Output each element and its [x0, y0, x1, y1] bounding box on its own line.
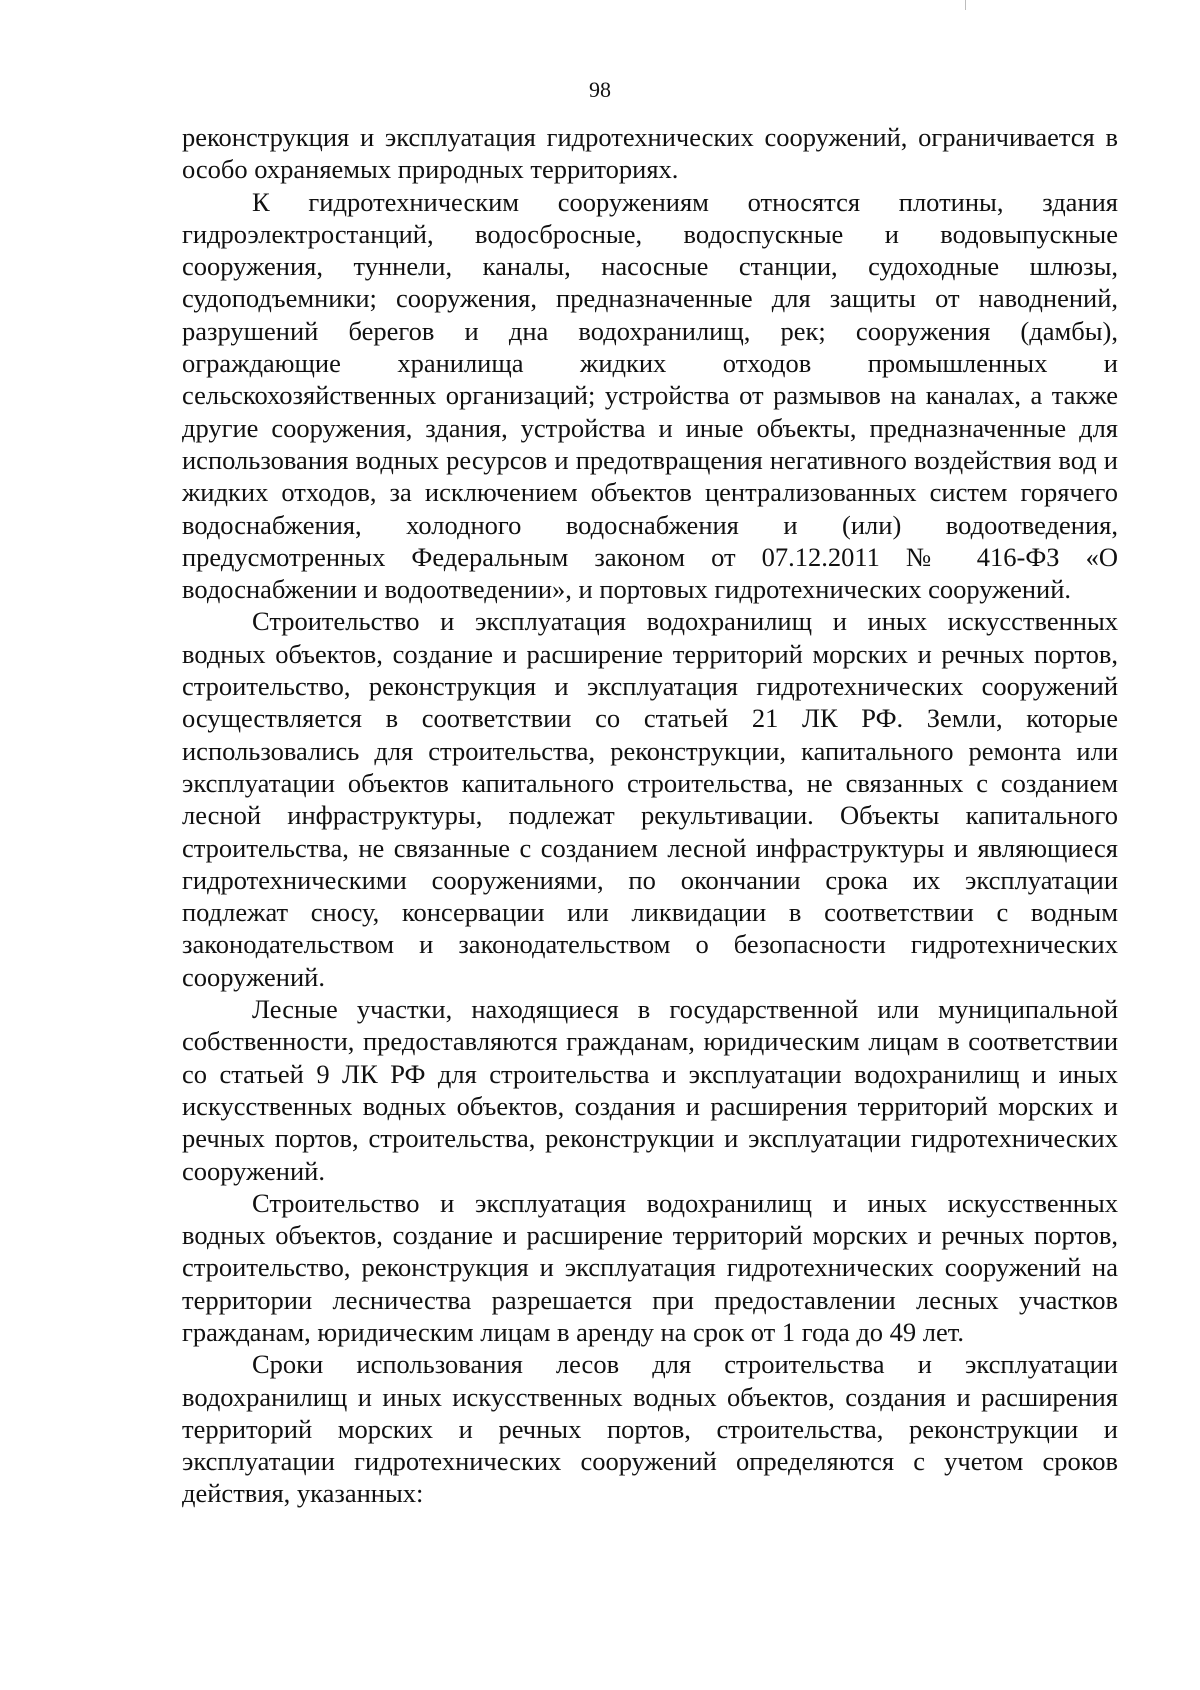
paragraph-2: К гидротехническим сооружениям относятся плотины, здания гидроэлектростанций, водосбросные, водоспускные и водовыпускные сооружения, туннели, каналы, насосные станции, судоходные шлюзы, судоподъемники; сооружения, предназначенные для защиты от наводнений, разрушений берегов и дна водохранилищ, рек; сооружения (дамбы), ограждающие хранилища жидких отходов промышленных и сельскохозяйственных организаций; устройства от размывов на каналах, а также другие сооружения, здания, устройства и иные объекты, предназначенные для использования водных ресурсов и предотвращения негативного воздействия вод и жидких отходов, за исключением объектов централизованных систем горячего водоснабжения, холодного водоснабжения и (или) водоотведения, предусмотренных Федеральным законом от 07.12.2011 № 416-ФЗ «О водоснабжении и водоотведении», и портовых гидротехнических сооружений.	[182, 186, 1118, 605]
paragraph-6: Сроки использования лесов для строительства и эксплуатации водохранилищ и иных искусственных водных объектов, создания и расширения территорий морских и речных портов, строительства, реконструкции и эксплуатации гидротехнических сооружений определяются с учетом сроков действия, указанных:	[182, 1349, 1118, 1509]
paragraph-3: Строительство и эксплуатация водохранилищ и иных искусственных водных объектов, создание и расширение территорий морских и речных портов, строительство, реконструкция и эксплуатация гидротехнических сооружений осуществляется в соответствии со статьей 21 ЛК РФ. Земли, которые использовались для строительства, реконструкции, капитального ремонта или эксплуатации объектов капитального строительства, не связанных с созданием лесной инфраструктуры, подлежат рекультивации. Объекты капитального строительства, не связанные с созданием лесной инфраструктуры и являющиеся гидротехническими сооружениями, по окончании срока их эксплуатации подлежат сносу, консервации или ликвидации в соответствии с водным законодательством и законодательством о безопасности гидротехнических сооружений.	[182, 606, 1118, 992]
scan-artifact-mark	[965, 0, 966, 10]
body-text	[182, 121, 1118, 1510]
paragraph-5: Строительство и эксплуатация водохранилищ и иных искусственных водных объектов, создание и расширение территорий морских и речных портов, строительство, реконструкция и эксплуатация гидротехнических сооружений на территории лесничества разрешается при предоставлении лесных участков гражданам, юридическим лицам в аренду на срок от 1 года до 49 лет.	[182, 1187, 1118, 1347]
page-number: 98	[589, 77, 611, 102]
paragraph-1: реконструкция и эксплуатация гидротехнических сооружений, ограничивается в особо охраняемых природных территориях.	[182, 122, 1118, 185]
paragraph-4: Лесные участки, находящиеся в государственной или муниципальной собственности, предоставляются гражданам, юридическим лицам в соответствии со статьей 9 ЛК РФ для строительства и эксплуатации водохранилищ и иных искусственных водных объектов, создания и расширения территорий морских и речных портов, строительства, реконструкции и эксплуатации гидротехнических сооружений.	[182, 994, 1118, 1186]
